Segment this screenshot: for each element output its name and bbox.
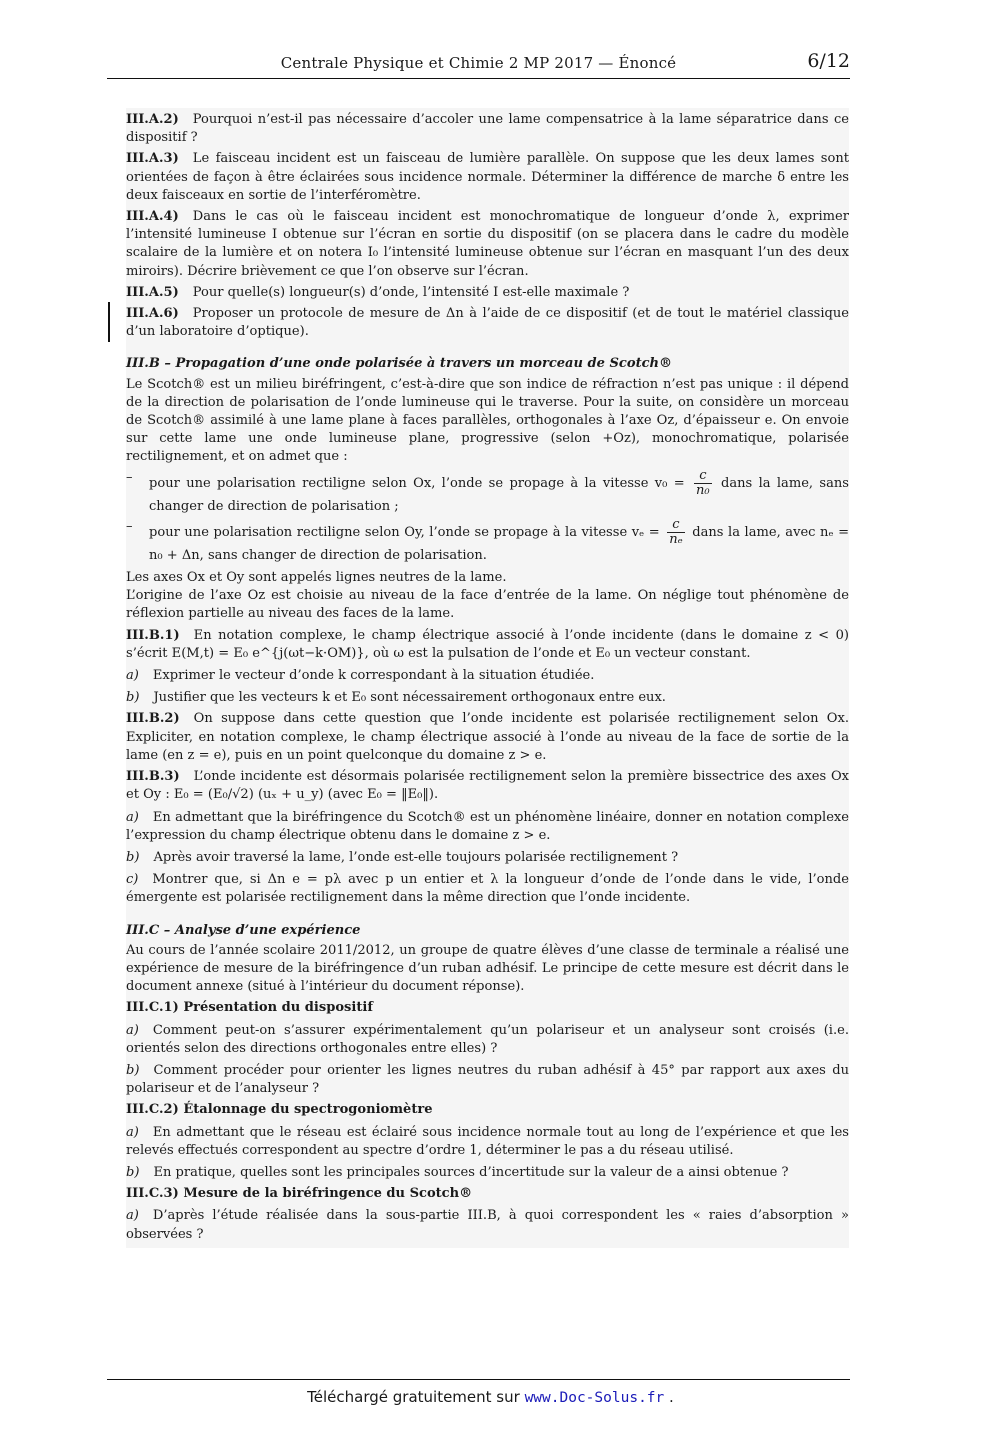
subquestion-label: a) [126, 1124, 139, 1140]
page-header [107, 52, 850, 79]
list-dash: – [126, 469, 133, 485]
question-text: Dans le cas où le faisceau incident est monochromatique de longueur d’onde λ, exprimer l’intensité lumineuse I obtenue sur l’écran en sortie du dispositif (on se placera dans le cadre du modèle scalaire de la lumière et on notera I₀ l’intensité lumineuse obtenue sur l’écran en masquant l’un des deux miroirs). Décrire brièvement ce que l’on observe sur l’écran. [126, 209, 849, 279]
question-III-A-5 [126, 284, 849, 302]
list-item [126, 469, 849, 516]
subquestion [126, 689, 849, 707]
subquestion-text: Après avoir traversé la lame, l’onde est-elle toujours polarisée rectilignement ? [153, 849, 679, 865]
subquestion-label: c) [126, 872, 139, 888]
question-III-B-1 [126, 627, 849, 663]
paragraph: L’origine de l’axe Oz est choisie au niveau de la face d’entrée de la lame. On néglige tout phénomène de réflexion partielle au niveau des faces de la lame. [126, 588, 849, 622]
subquestion-label: b) [126, 1164, 140, 1180]
question-id: III.A.4) [126, 209, 179, 225]
question-text: L’onde incidente est désormais polarisée rectilignement selon la première bissectrice des axes Ox et Oy : E₀ = (E₀/√2) (uₓ + u_y) (avec E₀ = ‖E₀‖). [126, 769, 849, 803]
footer-end: . [669, 1388, 674, 1406]
page-footer [0, 1388, 981, 1406]
header-title: Centrale Physique et Chimie 2 MP 2017 — Énoncé [280, 54, 677, 72]
subquestion-text: En admettant que la biréfringence du Scotch® est un phénomène linéaire, donner en notation complexe l’expression du champ électrique obtenu dans le domaine z > e. [126, 809, 849, 843]
question-text: Proposer un protocole de mesure de Δn à l’aide de ce dispositif (et de tout le matériel classique d’un laboratoire d’optique). [126, 306, 849, 340]
question-text: Pour quelle(s) longueur(s) d’onde, l’intensité I est-elle maximale ? [192, 284, 630, 300]
list-text: dans la lame, avec nₑ = n₀ + Δn, sans changer de direction de polarisation. [149, 524, 849, 563]
subquestion [126, 1124, 849, 1160]
fraction-numerator: c [694, 469, 712, 484]
question-III-B-3 [126, 768, 849, 804]
page-number: 6/12 [807, 50, 850, 72]
question-text: En notation complexe, le champ électrique associé à l’onde incidente (dans le domaine z < 0) s’écrit E(M,t) = E₀ e^{j(ωt−k·OM)}, où ω est la pulsation de l’onde et E₀ un vecteur constant. [126, 627, 849, 661]
question-id: III.B.2) [126, 711, 180, 727]
change-bar [108, 302, 110, 342]
question-text: Pourquoi n’est-il pas nécessaire d’accoler une lame compensatrice à la lame séparatrice dans ce dispositif ? [126, 112, 849, 146]
list-text: dans la lame, sans changer de direction de polarisation ; [149, 475, 849, 514]
subquestion-label: a) [126, 668, 139, 684]
subquestion-label: a) [126, 1022, 139, 1038]
subquestion [126, 1207, 849, 1243]
subquestion-text: Exprimer le vecteur d’onde k correspondant à la situation étudiée. [152, 668, 595, 684]
question-III-A-4 [126, 208, 849, 281]
fraction-numerator: c [667, 518, 684, 533]
subquestion-label: b) [126, 690, 140, 706]
subsection-title: III.C.1) Présentation du dispositif [126, 1000, 373, 1016]
subquestion-label: b) [126, 849, 140, 865]
question-id: III.A.6) [126, 306, 179, 322]
subsection-title: III.C.2) Étalonnage du spectrogoniomètre [126, 1102, 433, 1118]
subquestion-text: En admettant que le réseau est éclairé sous incidence normale tout au long de l’expérience et que les relevés effectués correspondent au spectre d’ordre 1, déterminer le pas a du réseau utilisé. [126, 1124, 849, 1158]
subquestion [126, 1164, 849, 1182]
subquestion-text: Comment peut-on s’assurer expérimentalement qu’un polariseur et un analyseur sont croisés (i.e. orientés selon des directions orthogonales entre elles) ? [126, 1022, 849, 1056]
subquestion-text: Montrer que, si Δn e = pλ avec p un entier et λ la longueur d’onde de l’onde dans le vide, l’onde émergente est polarisée rectilignement dans la même direction que l’onde incidente. [126, 872, 849, 906]
question-III-B-2 [126, 710, 849, 765]
subquestion-text: Comment procéder pour orienter les lignes neutres du ruban adhésif à 45° par rapport aux axes du polariseur et de l’analyseur ? [126, 1062, 849, 1097]
question-id: III.B.3) [126, 769, 180, 785]
question-III-A-3 [126, 150, 849, 205]
question-id: III.B.1) [126, 627, 180, 643]
paragraph: Les axes Ox et Oy sont appelés lignes neutres de la lame. [126, 570, 507, 586]
list-text: pour une polarisation rectiligne selon Ox, l’onde se propage à la vitesse v₀ = [149, 475, 685, 491]
footer-rule [107, 1379, 850, 1380]
subquestion-text: En pratique, quelles sont les principales sources d’incertitude sur la valeur de a ainsi obtenue ? [153, 1164, 789, 1180]
question-id: III.A.3) [126, 151, 179, 167]
document-body [126, 108, 849, 1248]
subsection-title: III.C.3) Mesure de la biréfringence du Scotch® [126, 1186, 473, 1202]
subquestion-label: b) [126, 1062, 140, 1078]
subquestion [126, 849, 849, 867]
section-title-III-C: III.C – Analyse d’une expérience [126, 922, 361, 938]
question-id: III.A.2) [126, 112, 179, 127]
subquestion [126, 809, 849, 845]
fraction [667, 518, 684, 547]
question-id: III.A.5) [126, 284, 179, 300]
subquestion-label: a) [126, 1208, 139, 1224]
subquestion [126, 667, 849, 685]
subquestion [126, 1062, 849, 1098]
question-III-A-6 [126, 305, 849, 341]
question-text: On suppose dans cette question que l’onde incidente est polarisée rectilignement selon Ox. Expliciter, en notation complexe, le champ électrique associé à l’onde au niveau de la face de sortie de la lame (en z = e), puis en un point quelconque du domaine z > e. [126, 711, 849, 763]
subquestion-text: Justifier que les vecteurs k et E₀ sont nécessairement orthogonaux entre eux. [153, 690, 666, 706]
question-text: Le faisceau incident est un faisceau de lumière parallèle. On suppose que les deux lames sont orientées de façon à être éclairées sous incidence normale. Déterminer la différence de marche δ entre les deux faisceaux en sortie de l’interféromètre. [126, 151, 849, 203]
section-intro: Le Scotch® est un milieu biréfringent, c’est-à-dire que son indice de réfraction n’est pas unique : il dépend de la direction de polarisation de l’onde lumineuse qui le traverse. Pour la suite, on considère un morceau de Scotch® assimilé à une lame plane à faces parallèles, orthogonales à l’axe Oz, d’épaisseur e. On envoie sur cette lame une onde lumineuse plane, progressive (selon +Oz), monochromatique, polarisée rectilignement, et on admet que : [126, 376, 849, 465]
fraction [694, 469, 712, 498]
subquestion [126, 871, 849, 907]
subquestion [126, 1022, 849, 1058]
list-item [126, 518, 849, 565]
subquestion-text: D’après l’étude réalisée dans la sous-partie III.B, à quoi correspondent les « raies d’absorption » observées ? [126, 1208, 849, 1242]
list-dash: – [126, 518, 133, 534]
fraction-denominator: nₑ [669, 531, 683, 547]
subquestion-label: a) [126, 809, 139, 825]
footer-link[interactable]: www.Doc-Solus.fr [524, 1390, 665, 1406]
list-text: pour une polarisation rectiligne selon Oy, l’onde se propage à la vitesse vₑ = [149, 524, 660, 540]
section-title-III-B: III.B – Propagation d’une onde polarisée à travers un morceau de Scotch® [126, 356, 673, 372]
section-intro: Au cours de l’année scolaire 2011/2012, un groupe de quatre élèves d’une classe de terminale a réalisé une expérience de mesure de la biréfringence d’un ruban adhésif. Le principe de cette mesure est décrit dans le document annexe (situé à l’intérieur du document réponse). [126, 942, 849, 995]
footer-text: Téléchargé gratuitement sur [307, 1388, 520, 1406]
fraction-denominator: n₀ [696, 482, 710, 498]
question-III-A-2 [126, 111, 849, 147]
